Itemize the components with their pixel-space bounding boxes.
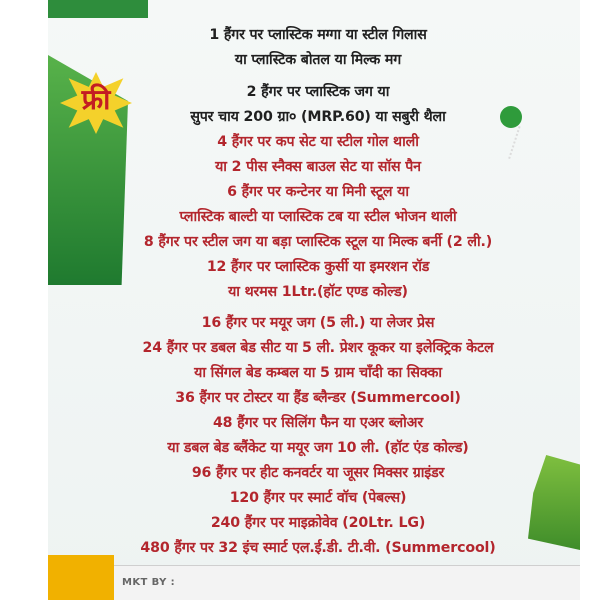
offer-line: 48 हैंगर पर सिलिंग फैन या एअर ब्लोअर	[212, 415, 424, 431]
offer-line: 8 हैंगर पर स्टील जग या बड़ा प्लास्टिक स्टूल या मिल्क बर्नी (2 ली.)	[143, 234, 493, 250]
offer-line: 4 हैंगर पर कप सेट या स्टील गोल थाली	[217, 134, 419, 150]
offer-line: 120 हैंगर पर स्मार्ट वॉच (पेबल्स)	[229, 490, 407, 506]
offer-line: या प्लास्टिक बोतल या मिल्क मग	[234, 52, 402, 68]
offer-line: 36 हैंगर पर टोस्टर या हैंड ब्लैन्डर (Summercool)	[175, 390, 461, 406]
right-margin	[580, 0, 600, 600]
offer-line: 96 हैंगर पर हीट कनवर्टर या जूसर मिक्सर ग्राइंडर	[191, 465, 445, 481]
yellow-graphic	[48, 555, 114, 600]
offer-line: 24 हैंगर पर डबल बेड सीट या 5 ली. प्रेशर कूकर या इलेक्ट्रिक केटल	[142, 340, 494, 356]
offer-line: या सिंगल बेड कम्बल या 5 ग्राम चाँदी का सिक्का	[194, 365, 442, 381]
offer-line: 1 हैंगर पर प्लास्टिक मग्गा या स्टील गिलास	[209, 27, 427, 43]
offer-line: सुपर चाय 200 ग्रा० (MRP.60) या सबुरी थैला	[190, 109, 446, 125]
marketed-by-label: MKT BY :	[122, 577, 175, 588]
offer-line: या डबल बेड ब्लैंकेट या मयूर जग 10 ली. (हॉट एंड कोल्ड)	[167, 440, 469, 456]
offer-line: 16 हैंगर पर मयूर जग (5 ली.) या लेजर प्रेस	[201, 315, 435, 331]
offer-line: या थरमस 1Ltr.(हॉट एण्ड कोल्ड)	[228, 284, 408, 300]
offer-line: प्लास्टिक बाल्टी या प्लास्टिक टब या स्टील भोजन थाली	[179, 209, 457, 225]
offer-line: या 2 पीस स्नैक्स बाउल सेट या सॉस पैन	[215, 159, 421, 175]
top-green-graphic	[48, 0, 148, 18]
offer-line: 240 हैंगर पर माइक्रोवेव (20Ltr. LG)	[210, 515, 426, 531]
offer-line: 6 हैंगर पर कन्टेनर या मिनी स्टूल या	[227, 184, 409, 200]
offer-line: 2 हैंगर पर प्लास्टिक जग या	[246, 84, 390, 100]
free-badge-label: फ्री	[81, 83, 111, 116]
offer-line: 480 हैंगर पर 32 इंच स्मार्ट एल.ई.डी. टी.वी. (Summercool)	[140, 540, 496, 556]
left-margin	[0, 0, 48, 600]
offer-line: 12 हैंगर पर प्लास्टिक कुर्सी या इमरशन रॉड	[206, 259, 430, 275]
